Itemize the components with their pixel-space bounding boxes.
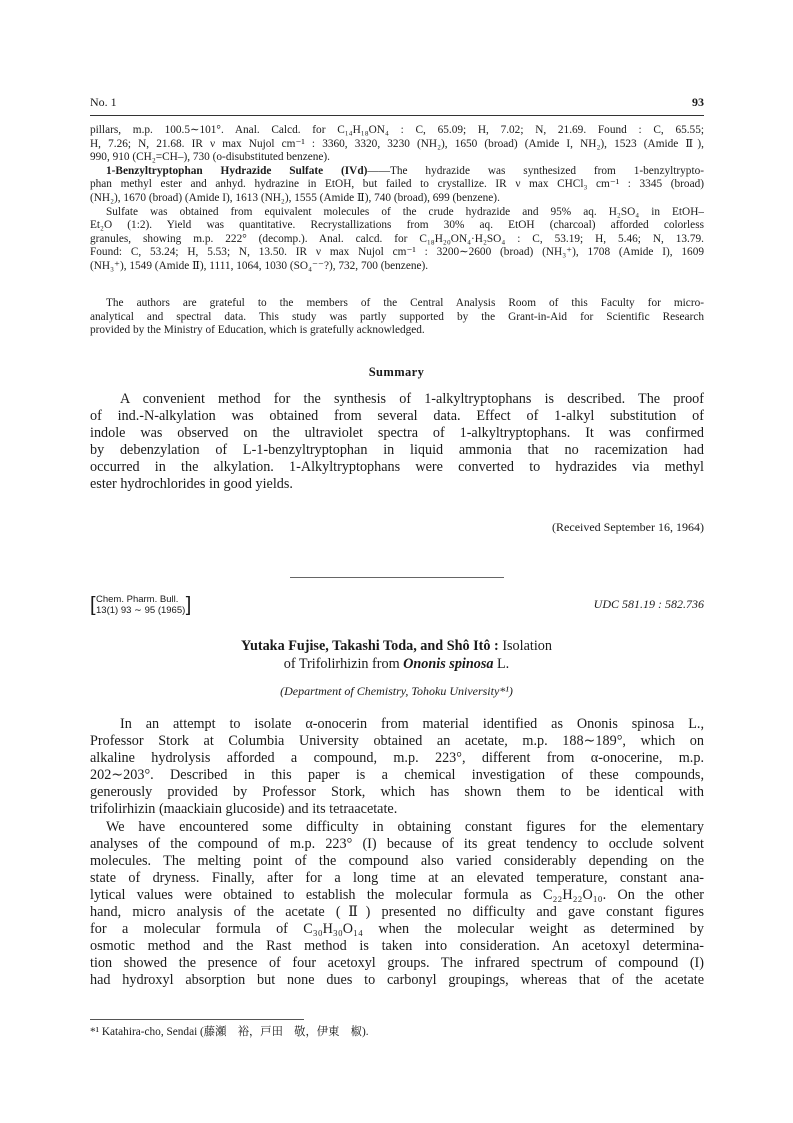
summary-heading: Summary [368, 365, 425, 379]
title-line-1 [0, 637, 793, 655]
text-line: osmotic method and the Rast method is taken into consideration. An acetoxyl determina- [90, 938, 704, 955]
acknowledgment [90, 297, 704, 338]
experimental-section [90, 124, 704, 274]
citation-line: Chem. Pharm. Bull. [96, 594, 179, 605]
text-line: In an attempt to isolate α-onocerin from material identified as Ononis spinosa L., [120, 716, 704, 732]
title-authors: Yutaka Fujise, Takashi Toda, and Shô Itô : [241, 638, 499, 654]
experimental-paragraph-3 [90, 206, 704, 274]
article-separator [290, 577, 504, 578]
text-line: state of dryness. Finally, after for a long time at an elevated temperature, constant ana- [90, 869, 704, 886]
text-line: Professor Stork at Columbia University obtained an acetate, m.p. 188∼189°, which on [90, 733, 704, 750]
experimental-paragraph-1 [90, 124, 704, 165]
text-line: A convenient method for the synthesis of 1-alkyltryptophans is described. The proof [120, 391, 704, 407]
text-line: molecules. The melting point of the compound also varied considerably depending on the [90, 852, 704, 869]
text-line: of ind.-N-alkylation was obtained from several data. Effect of 1-alkyl substitution of [90, 408, 704, 425]
header-rule [90, 115, 704, 116]
text-line: We have encountered some difficulty in obtaining constant figures for the elementary [106, 818, 704, 835]
text-line: (NH₂), 1670 (broad) (Amide I), 1613 (NH₂), 1555 (Amide Ⅱ), 740 (broad), 699 (benzene). [90, 191, 500, 204]
text-line: 202∼203°. Described in this paper is a chemical investigation of these compounds, [90, 767, 704, 784]
text-line: trifolirhizin (maackiain glucoside) and its tetraacetate. [90, 801, 398, 818]
text-line: provided by the Ministry of Education, which is gratefully acknowledged. [90, 324, 425, 337]
text-line: by debenzylation of L-1-benzyltryptophan in liquid ammonia that no racemization had [90, 442, 704, 459]
text-line: hand, micro analysis of the acetate (Ⅱ) presented no difficulty and gave constant figures [90, 904, 704, 921]
text-line: Sulfate was obtained from equivalent molecules of the crude hydrazide and 95% aq. H₂SO₄ in EtOH– [106, 205, 704, 218]
summary-body [90, 391, 704, 494]
page-header-journal-number: No. 1 [90, 95, 117, 109]
bracket-right: ] [185, 594, 192, 616]
title-species: Ononis spinosa [403, 656, 494, 672]
text-line: had hydroxyl absorption but none dues to carbonyl groupings, whereas that of the acetate [90, 972, 704, 989]
experimental-paragraph-2 [90, 165, 704, 206]
udc-code: UDC 581.19 : 582.736 [593, 597, 704, 611]
text-line: alkaline hydrolysis afforded a compound, m.p. 223°, different from α-onocerine, m.p. [90, 750, 704, 767]
affiliation: (Department of Chemistry, Tohoku University*¹) [280, 684, 513, 698]
title-text: of Trifolirhizin from [283, 656, 404, 672]
text-line: H, 7.26; N, 21.68. IR ν max Nujol cm⁻¹ : 3360, 3320, 3230 (NH₂), 1650 (broad) (Amide I, NH₂), 1523 (Amide Ⅱ), [90, 137, 704, 150]
title-text: Isolation [498, 638, 552, 654]
bracket-left: [ [90, 594, 96, 616]
footnote: *¹ Katahira-cho, Sendai (藤瀬 裕，戸田 敬，伊東 椒). [90, 1026, 369, 1038]
text-line: Found: C, 53.24; H, 5.53; N, 13.50. IR ν max Nujol cm⁻¹ : 3200∼2600 (broad) (NH₃⁺), 1708 (Amide I), 1609 [90, 246, 704, 259]
text-line: 990, 910 (CH₂=CH–), 730 (o-disubstituted benzene). [90, 151, 330, 164]
text-line: analyses of the compound of m.p. 223° (I) because of its great tendency to occlude solvent [90, 835, 704, 852]
article-paragraph-1 [90, 716, 704, 819]
text-line: generously provided by Professor Stork, which has shown them to be identical with [90, 784, 704, 801]
article-paragraph-2 [90, 819, 704, 990]
text-line: for a molecular formula of C₃₀H₃₀O₁₄ when the molecular weight as determined by [90, 921, 704, 938]
text-line: occurred in the alkylation. 1-Alkyltryptophans were converted to hydrazides via methyl [90, 459, 704, 476]
title-line-2 [0, 655, 793, 673]
text-line: granules, showing m.p. 222° (decomp.). Anal. calcd. for C₁₈H₂₀ON₄·H₂SO₄ : C, 53.19; H, 5.46; N, 13.79. [90, 232, 704, 245]
received-date: (Received September 16, 1964) [552, 520, 704, 534]
text-line: (NH₃⁺), 1549 (Amide Ⅱ), 1111, 1064, 1030 (SO₄⁻⁻?), 732, 700 (benzene). [90, 259, 429, 272]
text-line: indole was observed on the ultraviolet spectra of 1-alkyltryptophans. It was confirmed [90, 425, 704, 442]
journal-citation [90, 595, 191, 616]
text-line: Et₂O (1:2). Yield was quantitative. Recrystallizations from 30% aq. EtOH (charcoal) afforded colorless [90, 219, 704, 232]
text-line: lytical values were obtained to establish the molecular formula as C₂₂H₂₂O₁₀. On the other [90, 886, 704, 903]
citation-line: 13(1) 93 ∼ 95 (1965) [96, 604, 186, 616]
text-line: tion showed the presence of four acetoxyl groups. The infrared spectrum of compound (I) [90, 955, 704, 972]
footnote-rule [90, 1019, 304, 1020]
title-text: L. [493, 656, 510, 672]
text-line: analytical and spectral data. This study was partly supported by the Grant-in-Aid for Scientific Research [90, 310, 704, 323]
text-line: phan methyl ester and anhyd. hydrazine in EtOH, but failed to crystallize. IR ν max CHCl₃ cm⁻¹ : 3345 (broad) [90, 178, 704, 191]
text-line: ester hydrochlorides in good yields. [90, 476, 293, 493]
text-line [90, 165, 704, 179]
text-line: The authors are grateful to the members of the Central Analysis Room of this Faculty for micro- [106, 297, 704, 309]
text-line: pillars, m.p. 100.5∼101°. Anal. Calcd. for C₁₄H₁₈ON₄ : C, 65.09; H, 7.02; N, 21.69. Found : C, 65.55; [90, 124, 704, 136]
text-run: ——The hydrazide was synthesized from 1-benzyltrypto- [367, 164, 704, 177]
article-title [0, 637, 793, 673]
article-body [90, 716, 704, 990]
compound-heading: 1-Benzyltryptophan Hydrazide Sulfate (IVd) [106, 164, 368, 177]
page-number: 93 [692, 95, 704, 109]
